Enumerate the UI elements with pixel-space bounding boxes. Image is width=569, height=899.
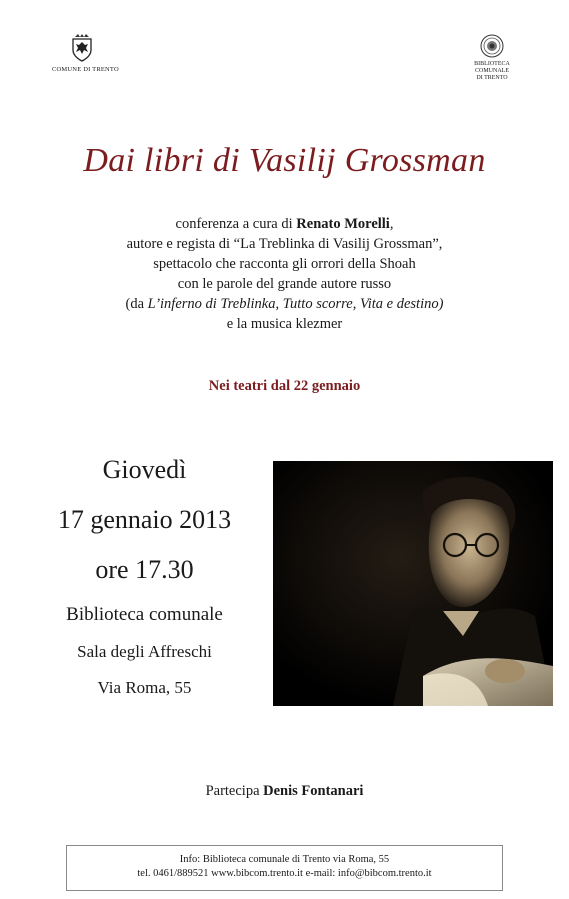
event-time: ore 17.30 — [95, 555, 194, 584]
event-day: Giovedì — [102, 455, 187, 484]
event-date: 17 gennaio 2013 — [57, 505, 232, 534]
description-line: autore e regista di “La Treblinka di Vasilij Grossman”, — [126, 236, 443, 252]
comune-di-trento-logo — [52, 34, 119, 73]
book-title: Tutto scorre, Vita e destino) — [282, 296, 444, 312]
biblioteca-caption-line: DI TRENTO — [476, 75, 508, 81]
description-line: e la musica klezmer — [226, 316, 343, 332]
comune-caption: COMUNE DI TRENTO — [52, 66, 119, 73]
description-line — [0, 294, 569, 314]
coat-of-arms-icon — [71, 34, 93, 62]
info-box — [66, 845, 503, 891]
description-text: (da — [125, 296, 148, 312]
info-contacts: tel. 0461/889521 www.bibcom.trento.it e-mail: info@bibcom.trento.it — [137, 868, 432, 879]
participant-name: Denis Fontanari — [263, 783, 364, 799]
book-title: L’inferno di Treblinka — [147, 296, 276, 312]
seal-icon — [480, 34, 504, 58]
theatre-note: Nei teatri dal 22 gennaio — [208, 378, 361, 394]
portrait-photo — [273, 461, 553, 706]
description-line: spettacolo che racconta gli orrori della Shoah — [153, 256, 416, 272]
event-description — [0, 214, 569, 334]
description-text: conferenza a cura di — [175, 216, 297, 232]
event-place: Biblioteca comunale — [66, 604, 223, 625]
description-text: , — [275, 296, 283, 312]
description-line: con le parole del grande autore russo — [177, 276, 392, 292]
portrait-image — [273, 461, 553, 706]
info-address: Info: Biblioteca comunale di Trento via Roma, 55 — [179, 854, 390, 865]
event-room: Sala degli Affreschi — [77, 642, 212, 661]
event-address: Via Roma, 55 — [97, 678, 192, 697]
page-title: Dai libri di Vasilij Grossman — [83, 142, 486, 179]
description-line — [0, 214, 569, 234]
participant-line — [0, 783, 569, 800]
participant-prefix: Partecipa — [205, 783, 264, 799]
speaker-name: Renato Morelli — [296, 216, 390, 232]
biblioteca-logo — [468, 34, 516, 82]
description-text: , — [389, 216, 394, 232]
event-details — [22, 455, 267, 699]
biblioteca-caption-line: COMUNALE — [475, 68, 509, 74]
biblioteca-caption — [468, 61, 516, 82]
biblioteca-caption-line: BIBLIOTECA — [474, 61, 510, 67]
